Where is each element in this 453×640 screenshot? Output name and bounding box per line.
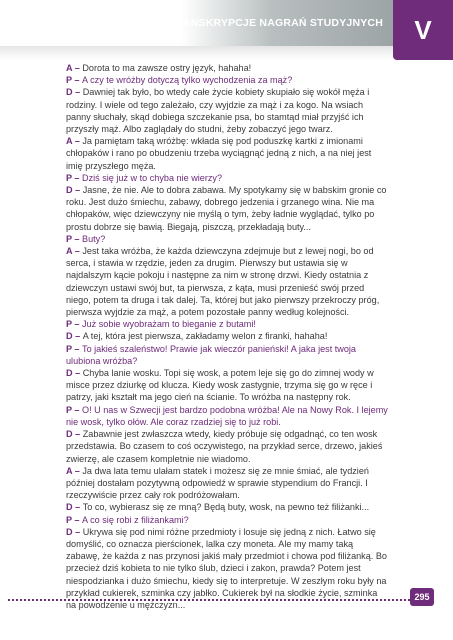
speaker-dash: –: [71, 404, 83, 415]
speaker-label: P: [66, 319, 72, 330]
speech-text: O! U nas w Szwecji jest bardzo podobna wróżba! Ale na Nowy Rok. I lejemy nie wosk, tylko ołów. Ale coraz rzadziej się to już robi.: [66, 404, 388, 427]
speaker-label: D: [66, 368, 73, 379]
speaker-dash: –: [72, 246, 83, 257]
speech-text: Buty?: [82, 233, 106, 244]
speaker-dash: –: [72, 526, 83, 537]
speaker-label: P: [66, 172, 72, 183]
speech-text: To co, wybierasz się ze mną? Będą buty, wosk, na pewno też filiżanki...: [82, 502, 370, 513]
speaker-label: D: [66, 331, 73, 342]
speaker-dash: –: [72, 368, 83, 379]
speaker-dash: –: [71, 319, 83, 330]
speaker-label: P: [66, 514, 72, 525]
speech-text: A tej, która jest pierwsza, zakładamy welon z firanki, hahaha!: [82, 331, 328, 342]
speech-text: A czy te wróżby dotyczą tylko wychodzenia za mąż?: [82, 75, 293, 86]
transcript-line: [66, 74, 388, 86]
transcript-line: [66, 514, 388, 526]
speaker-label: P: [66, 233, 72, 244]
speech-text: Ukrywa się pod nimi różne przedmioty i losuje się jedną z nich. Łatwo się domyślić, co oznacza pierścionek, lalka czy moneta. Ale my mamy taką zabawę, że każda z nas przynosi jakiś mały przedmiot i chowa pod filiżanką. Bo przecież dziś kobieta to nie tylko ślub, dzieci i zakon, prawda? Potem jest niespodzianka i dużo śmiechu, kiedy się to interpretuje. W zeszłym roku były na przykład cukierek, szminka czy jabłko. Cukierek był na słodkie życie, szminka na powodzenie u mężczyzn...: [66, 526, 387, 610]
transcript-line: [66, 465, 388, 502]
transcript-line: [66, 330, 388, 342]
speaker-dash: –: [71, 75, 83, 86]
speech-text: Dorota to ma zawsze ostry język, hahaha!: [82, 63, 252, 73]
speaker-label: A: [66, 136, 73, 147]
speech-text: Ja pamiętam taką wróżbę: wkłada się pod poduszkę kartki z imionami chłopaków i rano po obudzeniu trzeba wyciągnąć jedną z nich, a na niej jest imię przyszłego męża.: [66, 136, 372, 171]
speaker-label: P: [66, 75, 72, 86]
speech-text: A co się robi z filiżankami?: [82, 514, 189, 525]
transcript-line: [66, 428, 388, 465]
speaker-dash: –: [71, 172, 83, 183]
transcript-line: [66, 404, 388, 428]
transcript-line: [66, 135, 388, 172]
speaker-dash: –: [72, 136, 83, 147]
transcript-line: [66, 86, 388, 135]
section-title: TRANSKRYPCJE NAGRAŃ STUDYJNYCH: [168, 17, 383, 29]
speaker-label: D: [66, 526, 73, 537]
speaker-dash: –: [72, 331, 83, 342]
speaker-dash: –: [71, 233, 83, 244]
speaker-dash: –: [72, 502, 83, 513]
transcript-line: [66, 184, 388, 233]
chapter-tab: [393, 0, 453, 60]
footer-dotted-rule: [8, 599, 418, 601]
transcript-line: [66, 367, 388, 404]
speaker-label: P: [66, 343, 72, 354]
speaker-label: P: [66, 404, 72, 415]
transcript-line: [66, 233, 388, 245]
speech-text: Chyba lanie wosku. Topi się wosk, a potem leje się go do zimnej wody w misce przez dziurkę od klucza. Kiedy wosk zastygnie, trzyma się go w ręce i patrzy, jaki kształt ma jego cień na ścianie. To wróżba na następny rok.: [66, 368, 374, 403]
transcript-line: [66, 501, 388, 513]
transcript-body: [66, 62, 388, 611]
transcript-line: [66, 62, 388, 74]
speech-text: Jest taka wróżba, że każda dziewczyna zdejmuje but z lewej nogi, bo od serca, i stawia w rzędzie, jeden za drugim. Pierwszy but ustawia się w najdalszym kącie pokoju i następne za nim w stronę drzwi. Kiedy ostatnia z dziewczyn ustawi swój but, ta pierwsza, z kąta, musi przenieść swój przed niego, potem ta druga i tak dalej. Ta, której but jako pierwszy przekroczy próg, pierwsza wyjdzie za mąż, a potem pozostałe panny według kolejności.: [66, 246, 380, 318]
speaker-dash: –: [71, 343, 83, 354]
speaker-dash: –: [72, 63, 83, 73]
speaker-dash: –: [72, 87, 83, 98]
speaker-label: D: [66, 429, 73, 440]
speaker-label: A: [66, 63, 73, 73]
header-shadow: [0, 46, 453, 60]
speech-text: Dziś się już w to chyba nie wierzy?: [82, 172, 223, 183]
transcript-line: [66, 172, 388, 184]
chapter-number: V: [414, 14, 432, 45]
speaker-dash: –: [72, 185, 83, 196]
speech-text: Dawniej tak było, bo wtedy całe życie kobiety skupiało się wokół męża i rodziny. I wiele od tego zależało, czy wyjdzie za mąż i za kogo. Na wsiach panny słuchały, skąd dobiega szczekanie psa, bo stamtąd miał przyjść ich przyszły mąż. Albo zaglądały do studni, żeby zobaczyć jego twarz.: [66, 87, 370, 135]
speech-text: Zabawnie jest zwłaszcza wtedy, kiedy próbuje się odgadnąć, co ten wosk przedstawia. Bo czasem to coś oczywistego, na przykład serce, drzewo, jakieś zwierzę, ale czasem kompletnie nie wiadomo.: [66, 429, 383, 464]
transcript-line: [66, 245, 388, 318]
speaker-dash: –: [72, 465, 83, 476]
speaker-label: D: [66, 502, 73, 513]
speech-text: Ja dwa lata temu ulałam statek i możesz się ze mnie śmiać, ale tydzień później dostałam pozytywną odpowiedź w sprawie stypendium do Francji. I rzeczywiście przez cały rok podróżowałam.: [66, 465, 369, 501]
speaker-label: D: [66, 87, 73, 98]
speaker-label: A: [66, 246, 73, 257]
speaker-label: D: [66, 185, 73, 196]
transcript-line: [66, 318, 388, 330]
speech-text: To jakieś szaleństwo! Prawie jak wieczór panieński! A jaka jest twoja ulubiona wróżba?: [66, 343, 356, 366]
speaker-label: A: [66, 465, 73, 476]
speech-text: Jasne, że nie. Ale to dobra zabawa. My spotykamy się w babskim gronie co roku. Jest dużo śmiechu, zabawy, dobrego jedzenia i grzanego wina. Nie ma chłopaków, więc dziewczyny nie myślą o tym, żeby ładnie wyglądać, tylko po prostu dobrze się bawią. Biegają, piszczą, przekładają buty...: [66, 185, 387, 232]
page-number: 295: [410, 588, 434, 606]
header-band: [0, 0, 453, 57]
speaker-dash: –: [71, 514, 83, 525]
speaker-dash: –: [72, 429, 83, 440]
transcript-line: [66, 343, 388, 367]
speech-text: Już sobie wyobrażam to bieganie z butami!: [82, 319, 256, 330]
